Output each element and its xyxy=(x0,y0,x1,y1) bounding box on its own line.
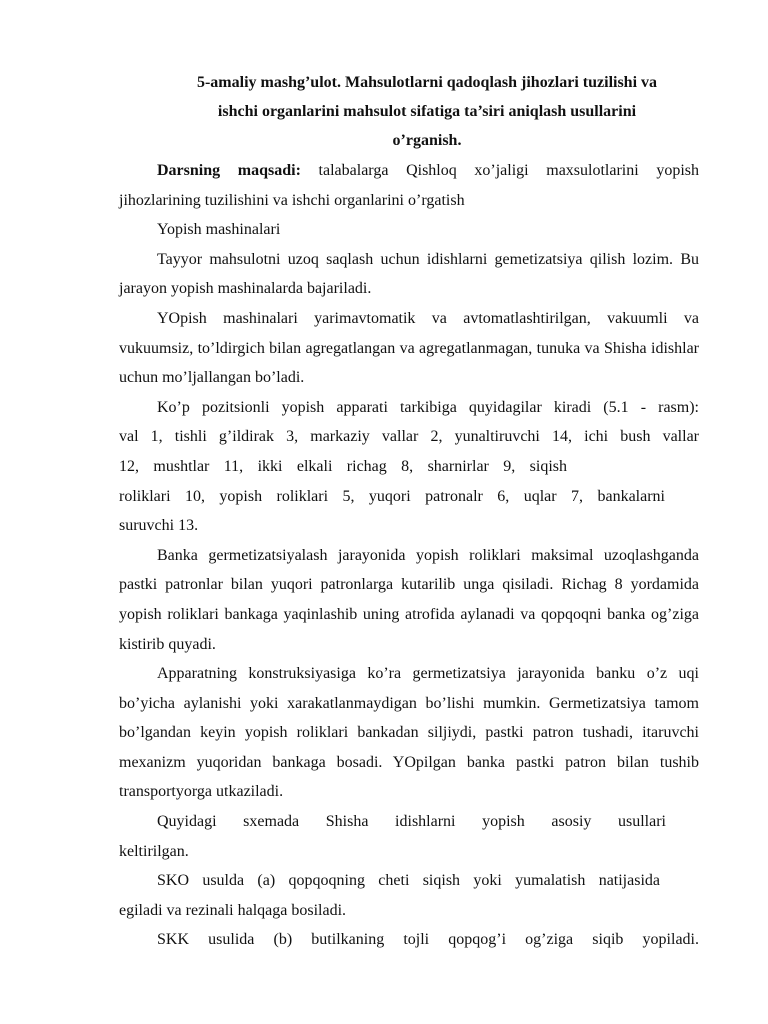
lesson-aim-text: talabalarga Qishloq xo’jaligi maxsulotlarini yopish jihozlarining tuzilishini va ishchi organlarini o’rgatish xyxy=(119,162,700,209)
paragraph-7-line-2: egiladi va rezinali halqaga bosiladi. xyxy=(119,901,347,919)
paragraph-8-line-1: SKK usulida (b) butilkaning tojli qopqog’i og’ziga siqib yopiladi. xyxy=(157,931,699,949)
document-page xyxy=(119,68,699,955)
paragraph-1: Tayyor mahsulotni uzoq saqlash uchun idishlarni gemetizatsiya qilish lozim. Bu jarayon yopish mashinalarda bajariladi. xyxy=(119,250,699,298)
paragraph-8 xyxy=(119,925,699,955)
paragraph-3 xyxy=(119,393,699,541)
paragraph-2: YOpish mashinalari yarimavtomatik va avtomatlashtirilgan, vakuumli va vukuumsiz, to’ldirgich bilan agregatlangan va agregatlanmagan, tunuka va Shisha idishlar uchun mo’ljallangan bo’ladi. xyxy=(119,309,699,387)
paragraph-6-line-1: Quyidagi sxemada Shisha idishlarni yopish asosiy usullari xyxy=(157,813,666,831)
paragraph-3-line-3: 12, mushtlar 11, ikki elkali richag 8, sharnirlar 9, siqish xyxy=(119,457,567,475)
paragraph-7 xyxy=(119,866,699,925)
paragraph-3-line-2: val 1, tishli g’ildirak 3, markaziy vallar 2, yunaltiruvchi 14, ichi bush vallar xyxy=(119,428,699,446)
title-line-2: ishchi organlarini mahsulot sifatiga ta’siri aniqlash usullarini xyxy=(217,103,637,120)
paragraph-4: Banka germetizatsiyalash jarayonida yopish roliklari maksimal uzoqlashganda pastki patronlar bilan yuqori patronlarga kutarilib unga qisiladi. Richag 8 yordamida yopish roliklari bankaga yaqinlashib uning atrofida aylanadi va qopqoqni banka og’ziga kistirib quyadi. xyxy=(119,546,699,653)
lesson-aim-paragraph xyxy=(119,156,699,215)
title-line-1: 5-amaliy mashg’ulot. Mahsulotlarni qadoqlash jihozlari tuzilishi va xyxy=(196,74,658,91)
paragraph-6 xyxy=(119,807,699,866)
paragraph-6-line-2: keltirilgan. xyxy=(119,842,189,860)
paragraph-3-line-4: roliklari 10, yopish roliklari 5, yuqori patronalr 6, uqlar 7, bankalarni xyxy=(119,487,665,505)
paragraph-7-line-1: SKO usulda (a) qopqoqning cheti siqish yoki yumalatish natijasida xyxy=(157,872,660,890)
lesson-aim-label: Darsning maqsadi: xyxy=(157,162,301,179)
paragraph-3-line-1: Ko’p pozitsionli yopish apparati tarkibiga quyidagilar kiradi (5.1 - rasm): xyxy=(157,398,699,416)
paragraph-3-line-5: suruvchi 13. xyxy=(119,517,199,535)
title-line-3: o’rganish. xyxy=(392,132,462,149)
document-title xyxy=(155,68,699,155)
paragraph-5: Apparatning konstruksiyasiga ko’ra germetizatsiya jarayonida banku o’z uqi bo’yicha aylanishi yoki xarakatlanmaydigan bo’lishi mumkin. Germetizatsiya tamom bo’lgandan keyin yopish roliklari bankadan siljiydi, pastki patron tushadi, itaruvchi mexanizm yuqoridan bankaga bosadi. YOpilgan banka pastki patron bilan tushib transportyorga utkaziladi. xyxy=(119,665,699,801)
section-heading-machines: Yopish mashinalari xyxy=(157,221,281,239)
